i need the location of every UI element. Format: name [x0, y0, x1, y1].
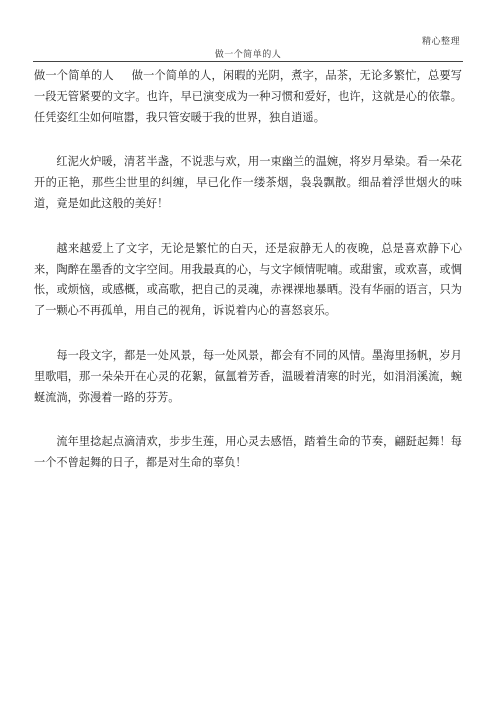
header-rule: [33, 61, 463, 62]
paragraph-1: [34, 66, 462, 128]
document-body: [34, 66, 462, 498]
paragraph-5: 流年里捻起点滴清欢，步步生莲，用心灵去感悟，踏着生命的节奏，翩跹起舞！每一个不曾起舞的日子，都是对生命的辜负！: [34, 435, 462, 470]
running-header: 做一个简单的人: [214, 50, 282, 60]
paragraph-2: 红泥火炉暖，清茗半盏，不说悲与欢，用一束幽兰的温婉，将岁月晕染。看一朵花开的正艳，那些尘世里的纠缠，早已化作一缕茶烟，袅袅飘散。细品着浮世烟火的味道，竟是如此这般的美好！: [34, 155, 462, 210]
inline-title: 做一个简单的人: [34, 69, 114, 82]
paragraph-1-text: 做一个简单的人，闲暇的光阴，煮字，品茶，无论多繁忙，总要写一段无管紧要的文字。也许，早已演变成为一种习惯和爱好，也许，这就是心的依靠。任凭姿红尘如何喧嚣，我只管安暖于我的世界，独自逍遥。: [34, 69, 462, 124]
corner-label: 精心整理: [421, 37, 460, 47]
paragraph-4: 每一段文字，都是一处风景，每一处风景，都会有不同的风情。墨海里扬帆，岁月里歌唱，那一朵朵开在心灵的花絮，氤氲着芳香，温暖着清寒的时光，如涓涓溪流，蜿蜒流淌，弥漫着一路的芬芳。: [34, 348, 462, 404]
paragraph-3: 越来越爱上了文字，无论是繁忙的白天，还是寂静无人的夜晚，总是喜欢静下心来，陶醉在墨香的文字空间。用我最真的心，与文字倾情呢喃。或甜蜜，或欢喜，或惆怅，或烦恼，或感概，或高歌，把自己的灵魂，赤裸裸地暴晒。没有华丽的语言，只为了一颗心不再孤单，用自己的视角，诉说着内心的喜怒哀乐。: [34, 241, 462, 318]
